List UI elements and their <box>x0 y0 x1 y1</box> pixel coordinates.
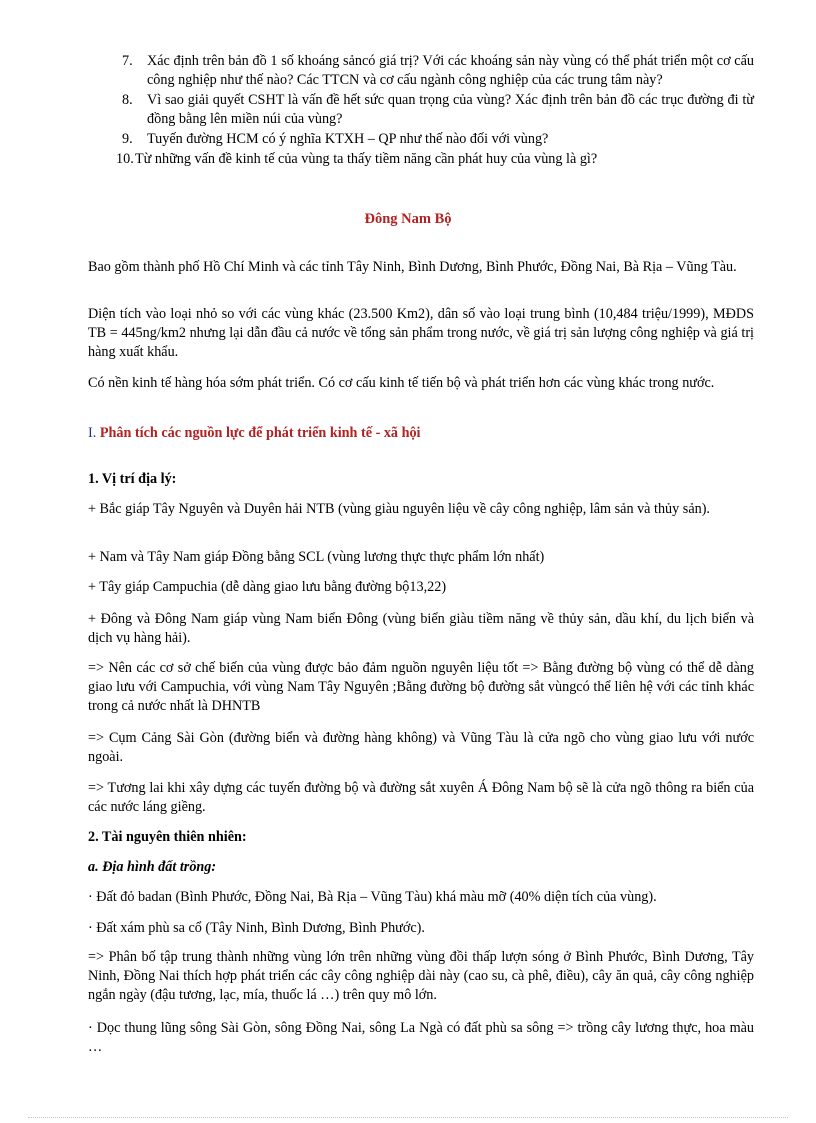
paragraph: => Cụm Cảng Sài Gòn (đường biển và đường hàng không) và Vũng Tàu là cửa ngõ cho vùng giao lưu với nước ngoài. <box>88 730 754 765</box>
section-title: Phân tích các nguồn lực để phát triển kinh tế - xã hội <box>99 425 421 441</box>
list-item <box>92 91 754 129</box>
list-text: Vì sao giải quyết CSHT là vấn đề hết sức quan trọng của vùng? Xác định trên bản đồ các trục đường đi từ đồng bằng lên miền núi của vùng? <box>147 92 754 127</box>
paragraph: => Tương lai khi xây dựng các tuyến đường bộ và đường sắt xuyên Á Đông Nam bộ sẽ là cửa ngõ thông ra biển của các nước láng giềng. <box>88 780 754 815</box>
paragraph: · Dọc thung lũng sông Sài Gòn, sông Đồng Nai, sông La Ngà có đất phù sa sông => trồng cây lương thực, hoa màu … <box>88 1020 754 1055</box>
list-item <box>92 130 754 149</box>
footer-divider <box>28 1117 788 1118</box>
page-title: Đông Nam Bộ <box>364 211 452 227</box>
section-heading <box>88 424 754 443</box>
paragraph: + Bắc giáp Tây Nguyên và Duyên hải NTB (vùng giàu nguyên liệu về cây công nghiệp, lâm sản và thủy sản). <box>88 501 710 517</box>
paragraph: => Phân bố tập trung thành những vùng lớn trên những vùng đồi thấp lượn sóng ở Bình Phước, Bình Dương, Tây Ninh, Đồng Nai thích hợp phát triển các cây công nghiệp dài này (cao su, cà phê, điều), cây ăn quả, cây công nghiệp ngắn ngày (đậu tương, lạc, mía, thuốc lá …) trên quy mô lớn. <box>88 949 754 1003</box>
list-text: Từ những vấn đề kinh tế của vùng ta thấy tiềm năng cần phát huy của vùng là gì? <box>135 151 598 167</box>
list-number: 7. <box>122 53 133 69</box>
list-number: 8. <box>122 92 133 108</box>
paragraph: + Nam và Tây Nam giáp Đồng bằng SCL (vùng lương thực thực phẩm lớn nhất) <box>88 549 545 565</box>
list-number: 9. <box>122 131 133 147</box>
paragraph: + Đông và Đông Nam giáp vùng Nam biển Đông (vùng biển giàu tiềm năng về thủy sản, dầu khí, du lịch biển và dịch vụ hàng hải). <box>88 611 754 646</box>
subsection-heading: 2. Tài nguyên thiên nhiên: <box>88 829 247 845</box>
list-item <box>92 52 754 90</box>
list-text: Xác định trên bản đồ 1 số khoáng sảncó giá trị? Với các khoáng sản này vùng có thể phát triển một cơ cấu công nghiệp như thế nào? Các TTCN và cơ cấu ngành công nghiệp của các trung tâm này? <box>147 53 754 88</box>
intro-paragraph: Bao gồm thành phố Hồ Chí Minh và các tỉnh Tây Ninh, Bình Dương, Bình Phước, Đồng Nai, Bà Rịa – Vũng Tàu. <box>88 259 737 275</box>
paragraph: + Tây giáp Campuchia (dễ dàng giao lưu bằng đường bộ13,22) <box>88 579 447 595</box>
intro-paragraph: Diện tích vào loại nhỏ so với các vùng khác (23.500 Km2), dân số vào loại trung bình (10,484 triệu/1999), MĐDS TB = 445ng/km2 nhưng lại dẫn đầu cả nước về tổng sản phẩm trong nước, về giá trị sản lượng công nghiệp và giá trị hàng xuất khẩu. <box>88 306 754 360</box>
list-item <box>92 150 754 169</box>
subsubsection-heading: a. Địa hình đất trồng: <box>88 859 217 875</box>
paragraph: => Nên các cơ sở chế biến của vùng được bảo đảm nguồn nguyên liệu tốt => Bằng đường bộ vùng có thể dễ dàng giao lưu với Campuchia, với vùng Nam Tây Nguyên ;Bằng đường bộ đường sắt vùngcó thể liên hệ với các tỉnh khác trong cả nước nhất là DHNTB <box>88 660 754 714</box>
subsection-heading: 1. Vị trí địa lý: <box>88 471 177 487</box>
intro-paragraph: Có nền kinh tế hàng hóa sớm phát triển. Có cơ cấu kinh tế tiến bộ và phát triển hơn các vùng khác trong nước. <box>88 375 715 391</box>
question-list <box>92 52 754 170</box>
paragraph: · Đất đỏ badan (Bình Phước, Đồng Nai, Bà Rịa – Vũng Tàu) khá màu mỡ (40% diện tích của vùng). <box>88 889 657 905</box>
paragraph: · Đất xám phù sa cổ (Tây Ninh, Bình Dương, Bình Phước). <box>88 920 425 936</box>
section-roman: I. <box>88 425 97 441</box>
list-number: 10. <box>116 151 134 167</box>
list-text: Tuyến đường HCM có ý nghĩa KTXH – QP như thế nào đối với vùng? <box>147 131 549 147</box>
